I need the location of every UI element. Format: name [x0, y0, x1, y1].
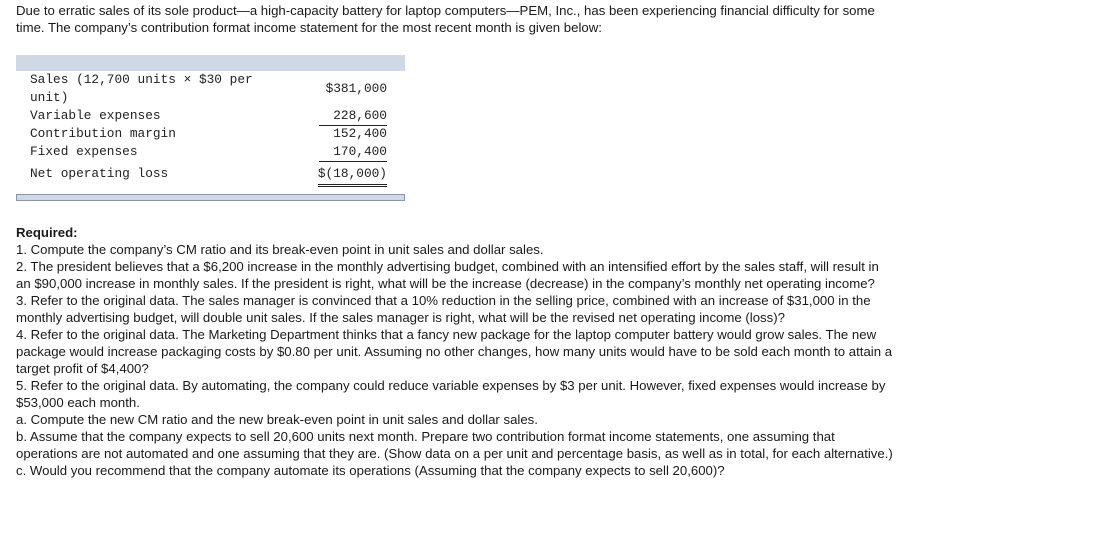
net-operating-loss-value: $(18,000): [318, 165, 387, 187]
required-section: [16, 224, 896, 479]
income-statement-table: [16, 55, 406, 202]
problem-intro: Due to erratic sales of its sole product—a high-capacity battery for laptop computers—PEM, Inc., has been experiencing financial difficulty for some time. The company’s contribution format income statement for the most recent month is given below:: [16, 3, 875, 35]
required-item-1: 1. Compute the company’s CM ratio and its break-even point in unit sales and dollar sales.: [16, 242, 544, 257]
required-item-5: 5. Refer to the original data. By automating, the company could reduce variable expenses by $3 per unit. However, fixed expenses would increase by $53,000 each month.: [16, 378, 886, 410]
contribution-margin-value: 152,400: [333, 126, 387, 141]
sales-value: $381,000: [325, 81, 387, 96]
table-footer-band: [16, 194, 405, 201]
sales-label: Sales (12,700 units × $30 per unit): [30, 72, 261, 105]
table-header-band: [16, 55, 405, 71]
required-item-3: 3. Refer to the original data. The sales manager is convinced that a 10% reduction in the selling price, combined with an increase of $31,000 in the monthly advertising budget, will double unit sales. If the sales manager is right, what will be the revised net operating income (loss)?: [16, 293, 871, 325]
required-heading: Required:: [16, 225, 78, 240]
fixed-expenses-value: 170,400: [319, 143, 387, 162]
required-item-5b: b. Assume that the company expects to sell 20,600 units next month. Prepare two contribution format income statements, one assuming that operations are not automated and one assuming that they are. (Show data on a per unit and percentage basis, as well as in total, for each alternative.): [16, 429, 893, 461]
fixed-expenses-label: Fixed expenses: [30, 144, 138, 159]
variable-expenses-label: Variable expenses: [30, 108, 161, 123]
required-item-5a: a. Compute the new CM ratio and the new break-even point in unit sales and dollar sales.: [16, 412, 538, 427]
net-operating-loss-label: Net operating loss: [30, 166, 169, 181]
required-item-2: 2. The president believes that a $6,200 increase in the monthly advertising budget, combined with an intensified effort by the sales staff, will result in an $90,000 increase in monthly sales. If the president is right, what will be the increase (decrease) in the company’s monthly net operating income?: [16, 259, 879, 291]
required-item-5c: c. Would you recommend that the company automate its operations (Assuming that the company expects to sell 20,600)?: [16, 463, 725, 478]
sales-row: [16, 71, 405, 107]
variable-expenses-value: 228,600: [319, 107, 387, 126]
contribution-margin-label: Contribution margin: [30, 126, 176, 141]
required-item-4: 4. Refer to the original data. The Marketing Department thinks that a fancy new package for the laptop computer battery would grow sales. The new package would increase packaging costs by $0.80 per unit. Assuming no other changes, how many units would have to be sold each month to attain a target profit of $4,400?: [16, 327, 893, 376]
